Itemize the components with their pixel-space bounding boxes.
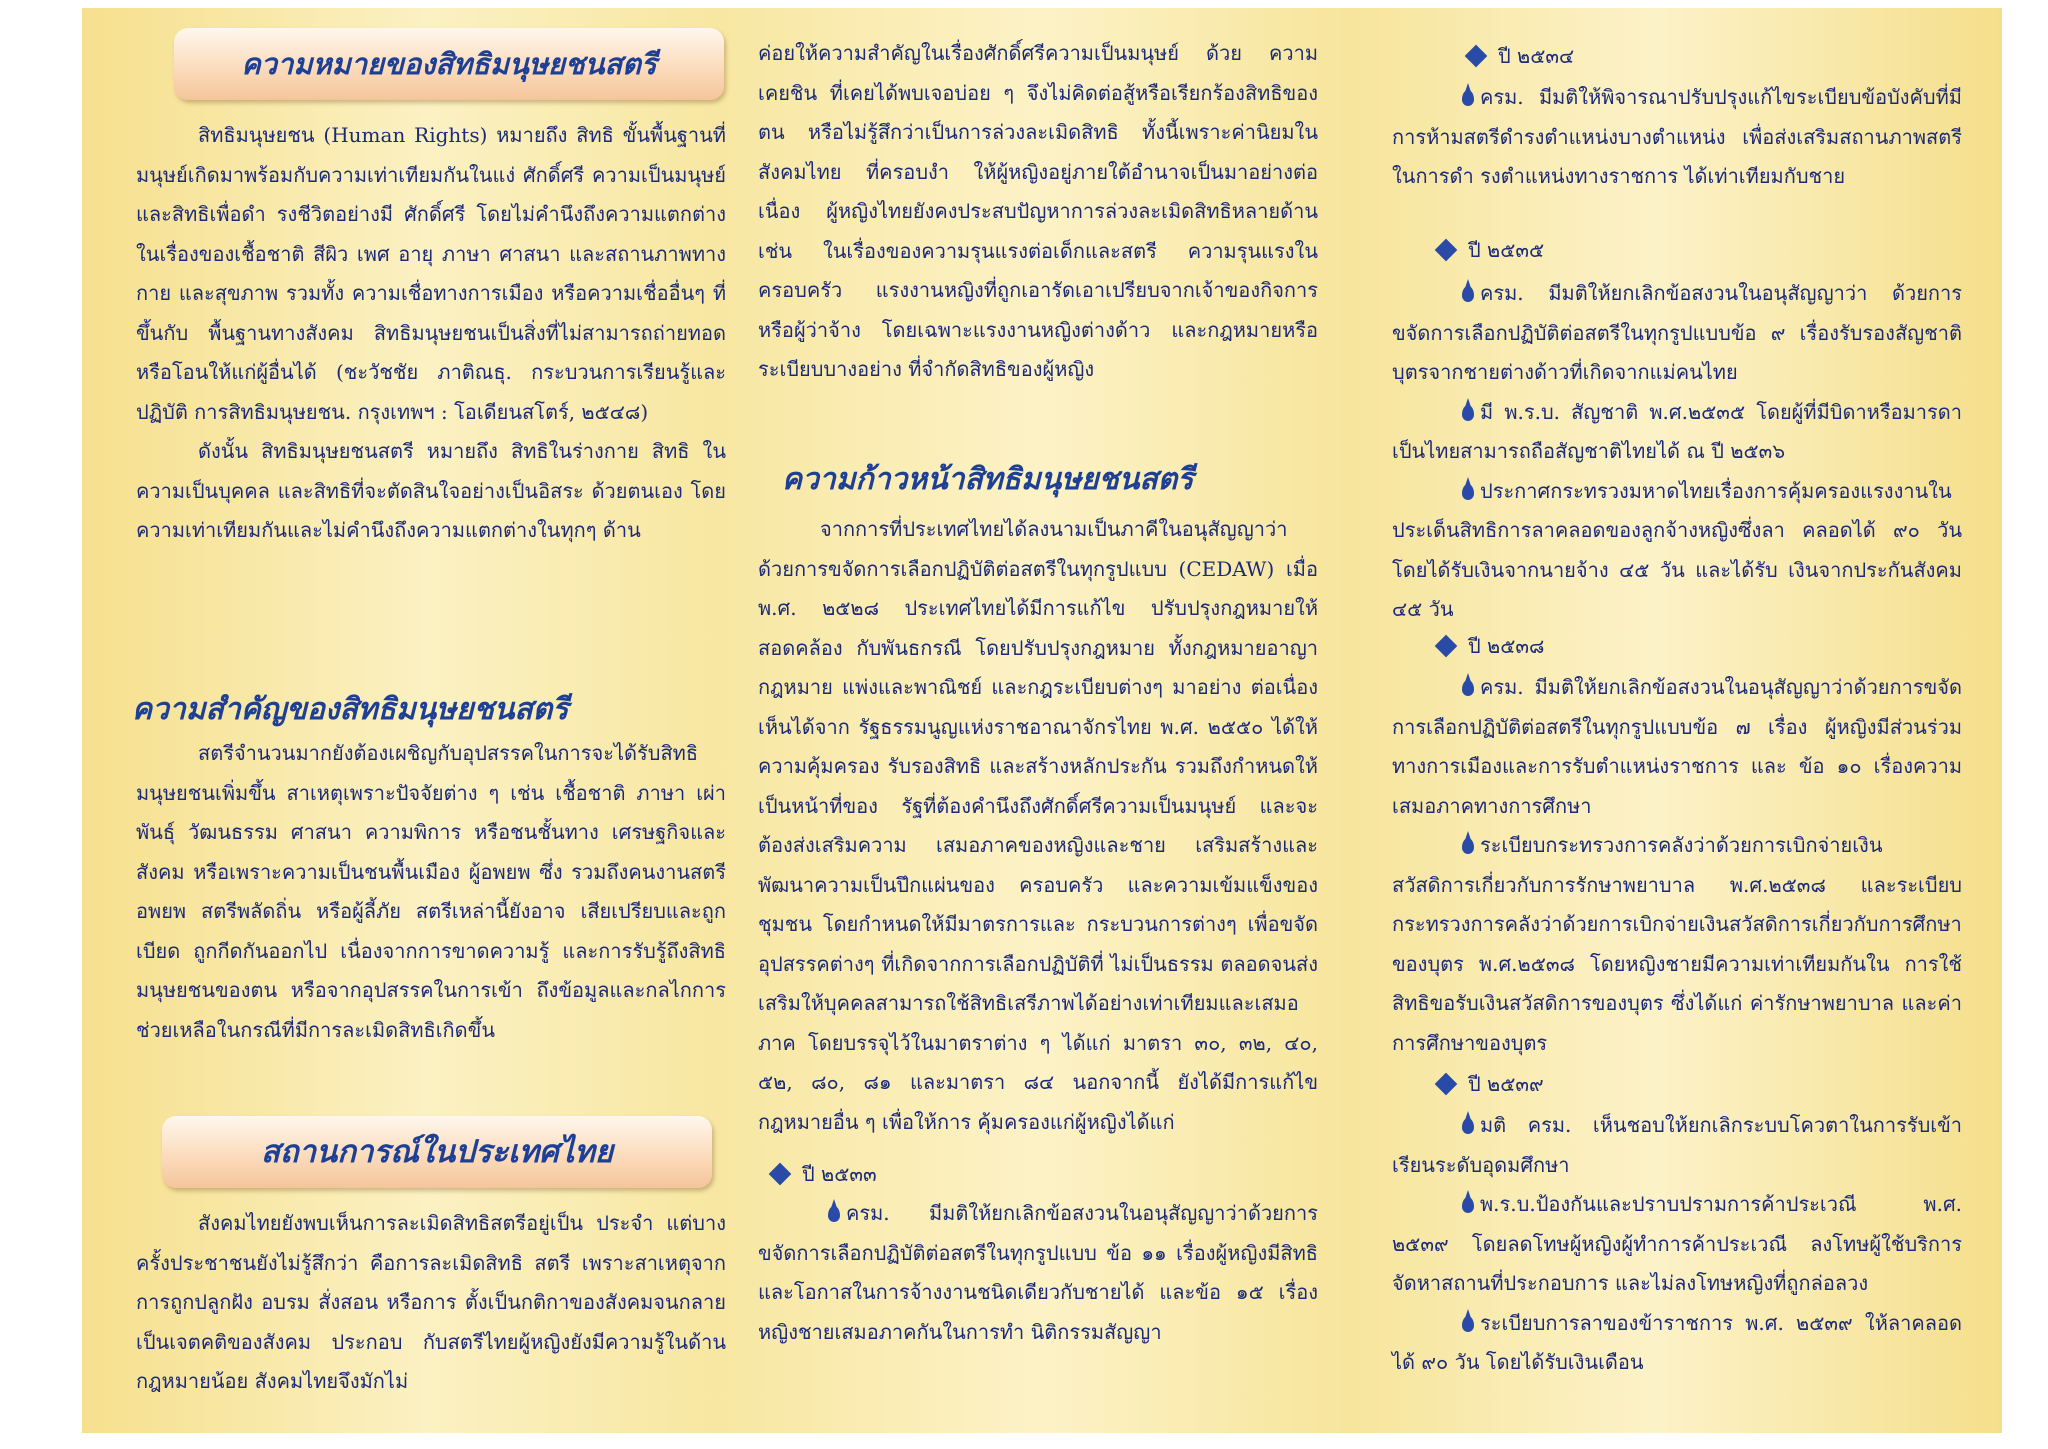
year-heading-2538 bbox=[1434, 630, 1544, 662]
list-item-2534 bbox=[1392, 78, 1962, 197]
year-heading-2533 bbox=[768, 1158, 877, 1190]
paragraph-progress bbox=[758, 510, 1318, 1142]
drop-bullet-icon bbox=[1462, 286, 1474, 302]
item-text: ระเบียบกระทรวงการคลังว่าด้วยการเบิกจ่ายเงินสวัสดิการเกี่ยวกับการรักษาพยาบาล พ.ศ.๒๕๓๘ และระเบียบกระทรวงการคลังว่าด้วยการเบิกจ่ายเงินสวัสดิการเกี่ยวกับการศึกษาของบุตร พ.ศ.๒๕๓๘ โดยหญิงชายมีความเท่าเทียมกันใน การใช้สิทธิขอรับเงินสวัสดิการของบุตร ซึ่งได้แก่ ค่ารักษาพยาบาล และค่าการศึกษาของบุตร bbox=[1392, 833, 1962, 1055]
drop-bullet-icon bbox=[1462, 484, 1474, 500]
situation-text: สังคมไทยยังพบเห็นการละเมิดสิทธิสตรีอยู่เป็น ประจำ แต่บางครั้งประชาชนยังไม่รู้สึกว่า คือการละเมิดสิทธิ สตรี เพราะสาเหตุจากการถูกปลูกฝัง อบรม สั่งสอน หรือการ ตั้งเป็นกติกาของสังคมจนกลายเป็นเจตคติของสังคม ประกอบ กับสตรีไทยผู้หญิงยังมีความรู้ในด้านกฎหมายน้อย สังคมไทยจึงมักไม่ bbox=[136, 1211, 726, 1393]
list-items-2539 bbox=[1392, 1106, 1962, 1383]
banner-meaning: ความหมายของสิทธิมนุษยชนสตรี bbox=[174, 28, 724, 100]
brochure-sheet bbox=[82, 8, 2002, 1433]
importance-text: สตรีจำนวนมากยังต้องเผชิญกับอุปสรรคในการจะได้รับสิทธิมนุษยชนเพิ่มขึ้น สาเหตุเพราะปัจจัยต่าง ๆ เช่น เชื้อชาติ ภาษา เผ่าพันธุ์ วัฒนธรรม ศาสนา ความพิการ หรือชนชั้นทาง เศรษฐกิจและสังคม หรือเพราะความเป็นชนพื้นเมือง ผู้อพยพ ซึ่ง รวมถึงคนงานสตรีอพยพ สตรีพลัดถิ่น หรือผู้ลี้ภัย สตรีเหล่านี้ยังอาจ เสียเปรียบและถูกเบียด ถูกกีดกันออกไป เนื่องจากการขาดความรู้ และการรับรู้ถึงสิทธิมนุษยชนของตน หรือจากอุปสรรคในการเข้า ถึงข้อมูลและกลไกการช่วยเหลือในกรณีที่มีการละเมิดสิทธิเกิดขึ้น bbox=[136, 741, 726, 1042]
banner-situation-thailand: สถานการณ์ในประเทศไทย bbox=[162, 1116, 712, 1188]
paragraph-importance bbox=[136, 734, 726, 1050]
item-text: มี พ.ร.บ. สัญชาติ พ.ศ.๒๕๓๕ โดยผู้ที่มีบิดาหรือมารดาเป็นไทยสามารถถือสัญชาติไทยได้ ณ ปี ๒๕๓๖ bbox=[1392, 399, 1962, 463]
drop-bullet-icon bbox=[1462, 405, 1474, 421]
list-items-2538 bbox=[1392, 668, 1962, 1063]
year-label: ปี ๒๕๓๓ bbox=[802, 1162, 877, 1186]
definition-women-text: ดังนั้น สิทธิมนุษยชนสตรี หมายถึง สิทธิในร่างกาย สิทธิ ในความเป็นบุคคล และสิทธิที่จะตัดสินใจอย่างเป็นอิสระ ด้วยตนเอง โดยความเท่าเทียมกันและไม่คำนึงถึงความแตกต่างในทุกๆ ด้าน bbox=[136, 439, 726, 542]
item-text: พ.ร.บ.ป้องกันและปราบปรามการค้าประเวณี พ.ศ. ๒๕๓๙ โดยลดโทษผู้หญิงผู้ทำการค้าประเวณี ลงโทษผู้ใช้บริการ จัดหาสถานที่ประกอบการ และไม่ลงโทษหญิงที่ถูกล่อลวง bbox=[1392, 1192, 1962, 1295]
drop-bullet-icon bbox=[1462, 90, 1474, 106]
list-item-text bbox=[1392, 393, 1962, 472]
column-middle bbox=[758, 8, 1398, 1433]
column-right bbox=[1392, 8, 1992, 1433]
list-item-text bbox=[1392, 78, 1962, 197]
year-heading-2539 bbox=[1434, 1068, 1544, 1100]
drop-bullet-icon bbox=[1462, 838, 1474, 854]
list-item-text bbox=[1392, 1106, 1962, 1185]
list-item-text bbox=[1392, 1304, 1962, 1383]
drop-bullet-icon bbox=[1462, 1118, 1474, 1134]
drop-bullet-icon bbox=[828, 1206, 840, 1222]
year-label: ปี ๒๕๓๙ bbox=[1468, 1072, 1544, 1096]
heading-progress: ความก้าวหน้าสิทธิมนุษยชนสตรี bbox=[782, 462, 1194, 497]
list-item-2533 bbox=[758, 1194, 1318, 1352]
paragraph-definition bbox=[136, 116, 726, 551]
list-item-text bbox=[1392, 826, 1962, 1063]
year-label: ปี ๒๕๓๘ bbox=[1468, 634, 1545, 658]
list-items-2535 bbox=[1392, 274, 1962, 630]
item-text: ครม. มีมติให้ยกเลิกข้อสงวนในอนุสัญญาว่าด้วยการขจัดการเลือกปฏิบัติต่อสตรีในทุกรูปแบบข้อ ๗ เรื่อง ผู้หญิงมีส่วนร่วมทางการเมืองและการรับตำแหน่งราชการ และ ข้อ ๑๐ เรื่องความเสมอภาคทางการศึกษา bbox=[1392, 675, 1962, 818]
item-text: ประกาศกระทรวงมหาดไทยเรื่องการคุ้มครองแรงงานในประเด็นสิทธิการลาคลอดของลูกจ้างหญิงซึ่งลา คลอดได้ ๙๐ วัน โดยได้รับเงินจากนายจ้าง ๔๕ วัน และได้รับ เงินจากประกันสังคม ๔๕ วัน bbox=[1392, 478, 1962, 621]
year-heading-2534 bbox=[1464, 40, 1574, 72]
diamond-bullet-icon bbox=[1435, 635, 1458, 658]
diamond-bullet-icon bbox=[1435, 1073, 1458, 1096]
list-item-text bbox=[1392, 472, 1962, 630]
paragraph-situation bbox=[136, 1204, 726, 1402]
year-label: ปี ๒๕๓๔ bbox=[1498, 44, 1575, 68]
item-text: ครม. มีมติให้ยกเลิกข้อสงวนในอนุสัญญาว่า ด้วยการขจัดการเลือกปฏิบัติต่อสตรีในทุกรูปแบบข้อ ๙ เรื่องรับรองสัญชาติบุตรจากชายต่างด้าวที่เกิดจากแม่คนไทย bbox=[1392, 281, 1962, 384]
list-item-text bbox=[1392, 668, 1962, 826]
drop-bullet-icon bbox=[1462, 1197, 1474, 1213]
year-label: ปี ๒๕๓๕ bbox=[1468, 238, 1545, 262]
item-text: ครม. มีมติให้ยกเลิกข้อสงวนในอนุสัญญาว่าด้วยการ ขจัดการเลือกปฏิบัติต่อสตรีในทุกรูปแบบ ข้อ ๑๑ เรื่องผู้หญิงมีสิทธิ และโอกาสในการจ้างงานชนิดเดียวกับชายได้ และข้อ ๑๕ เรื่อง หญิงชายเสมอภาคกันในการทำ นิติกรรมสัญญา bbox=[758, 1201, 1318, 1344]
item-text: ครม. มีมติให้พิจารณาปรับปรุงแก้ไขระเบียบข้อบังคับที่มีการห้ามสตรีดำรงตำแหน่งบางตำแหน่ง เพื่อส่งเสริมสถานภาพสตรีในการดำ รงตำแหน่งทางราชการ ได้เท่าเทียมกับชาย bbox=[1392, 85, 1962, 188]
paragraph-situation-cont bbox=[758, 34, 1318, 390]
column-left bbox=[122, 8, 726, 1433]
heading-importance: ความสำคัญของสิทธิมนุษยชนสตรี bbox=[132, 692, 569, 727]
drop-bullet-icon bbox=[1462, 1316, 1474, 1332]
list-item-text bbox=[758, 1194, 1318, 1352]
definition-text: สิทธิมนุษยชน (Human Rights) หมายถึง สิทธิ ขั้นพื้นฐานที่มนุษย์เกิดมาพร้อมกับความเท่าเทียมกันในแง่ ศักดิ์ศรี ความเป็นมนุษย์ และสิทธิเพื่อดำ รงชีวิตอย่างมี ศักดิ์ศรี โดยไม่คำนึงถึงความแตกต่างในเรื่องของเชื้อชาติ สีผิว เพศ อายุ ภาษา ศาสนา และสถานภาพทางกาย และสุขภาพ รวมทั้ง ความเชื่อทางการเมือง หรือความเชื่ออื่นๆ ที่ขึ้นกับ พื้นฐานทางสังคม สิทธิมนุษยชนเป็นสิ่งที่ไม่สามารถถ่ายทอด หรือโอนให้แก่ผู้อื่นได้ (ชะวัชชัย ภาติณธุ. กระบวนการเรียนรู้และปฏิบัติ การสิทธิมนุษยชน. กรุงเทพฯ : โอเดียนสโตร์, ๒๕๔๘) bbox=[136, 123, 726, 424]
diamond-bullet-icon bbox=[1435, 239, 1458, 262]
list-item-text bbox=[1392, 274, 1962, 393]
diamond-bullet-icon bbox=[1465, 45, 1488, 68]
drop-bullet-icon bbox=[1462, 680, 1474, 696]
item-text: ระเบียบการลาของข้าราชการ พ.ศ. ๒๕๓๙ ให้ลาคลอดได้ ๙๐ วัน โดยได้รับเงินเดือน bbox=[1392, 1310, 1962, 1374]
situation-cont-text: ค่อยให้ความสำคัญในเรื่องศักดิ์ศรีความเป็นมนุษย์ ด้วย ความเคยชิน ที่เคยได้พบเจอบ่อย ๆ จึงไม่คิดต่อสู้หรือเรียกร้องสิทธิของตน หรือไม่รู้สึกว่าเป็นการล่วงละเมิดสิทธิ ทั้งนี้เพราะค่านิยมใน สังคมไทย ที่ครอบงำ ให้ผู้หญิงอยู่ภายใต้อำนาจเป็นมาอย่างต่อเนื่อง ผู้หญิงไทยยังคงประสบปัญหาการล่วงละเมิดสิทธิหลายด้าน เช่น ในเรื่องของความรุนแรงต่อเด็กและสตรี ความรุนแรงในครอบครัว แรงงานหญิงที่ถูกเอารัดเอาเปรียบจากเจ้าของกิจการ หรือผู้ว่าจ้าง โดยเฉพาะแรงงานหญิงต่างด้าว และกฎหมายหรือระเบียบบางอย่าง ที่จำกัดสิทธิของผู้หญิง bbox=[758, 41, 1318, 381]
diamond-bullet-icon bbox=[769, 1163, 792, 1186]
item-text: มติ ครม. เห็นชอบให้ยกเลิกระบบโควตาในการรับเข้าเรียนระดับอุดมศึกษา bbox=[1392, 1113, 1962, 1177]
year-heading-2535 bbox=[1434, 234, 1544, 266]
progress-text: จากการที่ประเทศไทยได้ลงนามเป็นภาคีในอนุสัญญาว่าด้วยการขจัดการเลือกปฏิบัติต่อสตรีในทุกรูปแบบ (CEDAW) เมื่อ พ.ศ. ๒๕๒๘ ประเทศไทยได้มีการแก้ไข ปรับปรุงกฎหมายให้สอดคล้อง กับพันธกรณี โดยปรับปรุงกฎหมาย ทั้งกฎหมายอาญา กฎหมาย แพ่งและพาณิชย์ และกฎระเบียบต่างๆ มาอย่าง ต่อเนื่อง เห็นได้จาก รัฐธรรมนูญแห่งราชอาณาจักรไทย พ.ศ. ๒๕๕๐ ได้ให้ความคุ้มครอง รับรองสิทธิ และสร้างหลักประกัน รวมถึงกำหนดให้เป็นหน้าที่ของ รัฐที่ต้องคำนึงถึงศักดิ์ศรีความเป็นมนุษย์ และจะต้องส่งเสริมความ เสมอภาคของหญิงและชาย เสริมสร้างและพัฒนาความเป็นปึกแผ่นของ ครอบครัว และความเข้มแข็งของชุมชน โดยกำหนดให้มีมาตรการและ กระบวนการต่างๆ เพื่อขจัดอุปสรรคต่างๆ ที่เกิดจากการเลือกปฏิบัติที่ ไม่เป็นธรรม ตลอดจนส่งเสริมให้บุคคลสามารถใช้สิทธิเสรีภาพได้อย่างเท่าเทียมและเสมอภาค โดยบรรจุไว้ในมาตราต่าง ๆ ได้แก่ มาตรา ๓๐, ๓๒, ๔๐, ๕๒, ๘๐, ๘๑ และมาตรา ๘๔ นอกจากนี้ ยังได้มีการแก้ไขกฎหมายอื่น ๆ เพื่อให้การ คุ้มครองแก่ผู้หญิงได้แก่ bbox=[758, 517, 1318, 1134]
list-item-text bbox=[1392, 1185, 1962, 1304]
